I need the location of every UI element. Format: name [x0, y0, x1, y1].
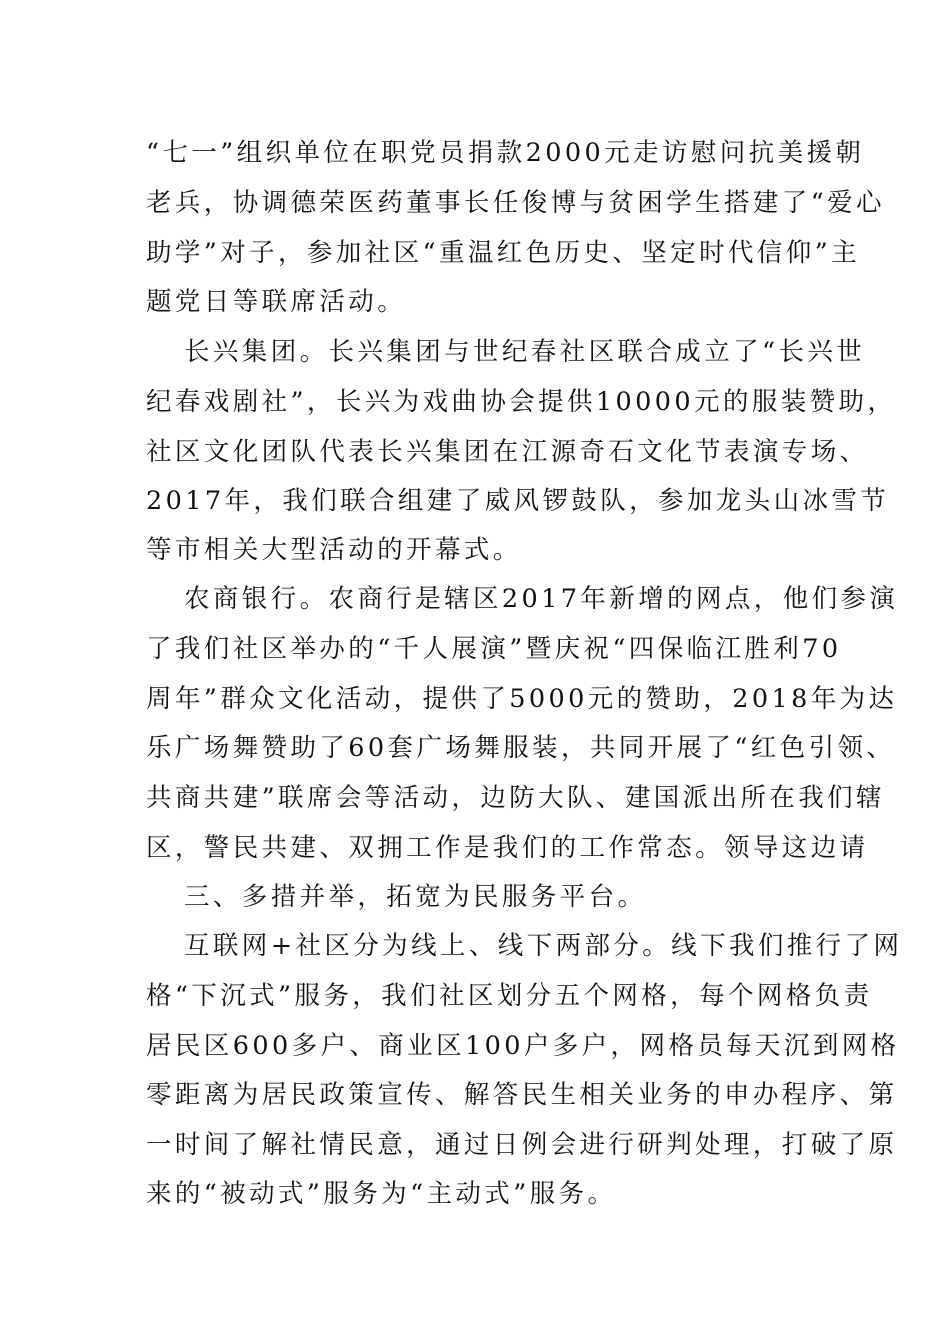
text-line: 2017年，我们联合组建了威风锣鼓队，参加龙头山冰雪节	[146, 486, 890, 516]
text-line: 了我们社区举办的“千人展演”暨庆祝“四保临江胜利70	[146, 634, 842, 664]
section-heading: 三、多措并举，拓宽为民服务平台。	[184, 882, 647, 912]
paragraph-start-line: 农商银行。农商行是辖区2017年新增的网点，他们参演	[184, 584, 899, 614]
text-line: 社区文化团队代表长兴集团在江源奇石文化节表演专场、	[146, 437, 869, 467]
paragraph-start-line: 互联网+社区分为线上、线下两部分。线下我们推行了网	[184, 931, 903, 961]
text-line: 周年”群众文化活动，提供了5000元的赞助，2018年为达	[146, 684, 898, 714]
text-line: 题党日等联席活动。	[146, 287, 407, 317]
text-line: 居民区600多户、商业区100户多户，网格员每天沉到网格	[146, 1031, 900, 1061]
text-line: 格“下沉式”服务，我们社区划分五个网格，每个网格负责	[146, 981, 873, 1011]
text-line: 助学”对子，参加社区“重温红色历史、坚定时代信仰”主	[146, 238, 861, 268]
text-line: 来的“被动式”服务为“主动式”服务。	[146, 1179, 617, 1209]
text-line: 区，警民共建、双拥工作是我们的工作常态。领导这边请	[146, 833, 869, 863]
text-line: 零距离为居民政策宣传、解答民生相关业务的申办程序、第	[146, 1080, 898, 1110]
text-line: 等市相关大型活动的开幕式。	[146, 535, 522, 565]
paragraph-start-line: 长兴集团。长兴集团与世纪春社区联合成立了“长兴世	[184, 337, 866, 367]
text-line: 乐广场舞赞助了60套广场舞服装，共同开展了“红色引领、	[146, 733, 896, 763]
text-line: 老兵，协调德荣医药董事长任俊博与贫困学生搭建了“爱心	[146, 188, 885, 218]
text-line: 一时间了解社情民意，通过日例会进行研判处理，打破了原	[146, 1130, 898, 1160]
text-line: 共商共建”联席会等活动，边防大队、建国派出所在我们辖	[146, 783, 885, 813]
text-line: “七一”组织单位在职党员捐款2000元走访慰问抗美援朝	[146, 138, 865, 168]
text-line: 纪春戏剧社”，长兴为戏曲协会提供10000元的服装赞助，	[146, 387, 897, 417]
